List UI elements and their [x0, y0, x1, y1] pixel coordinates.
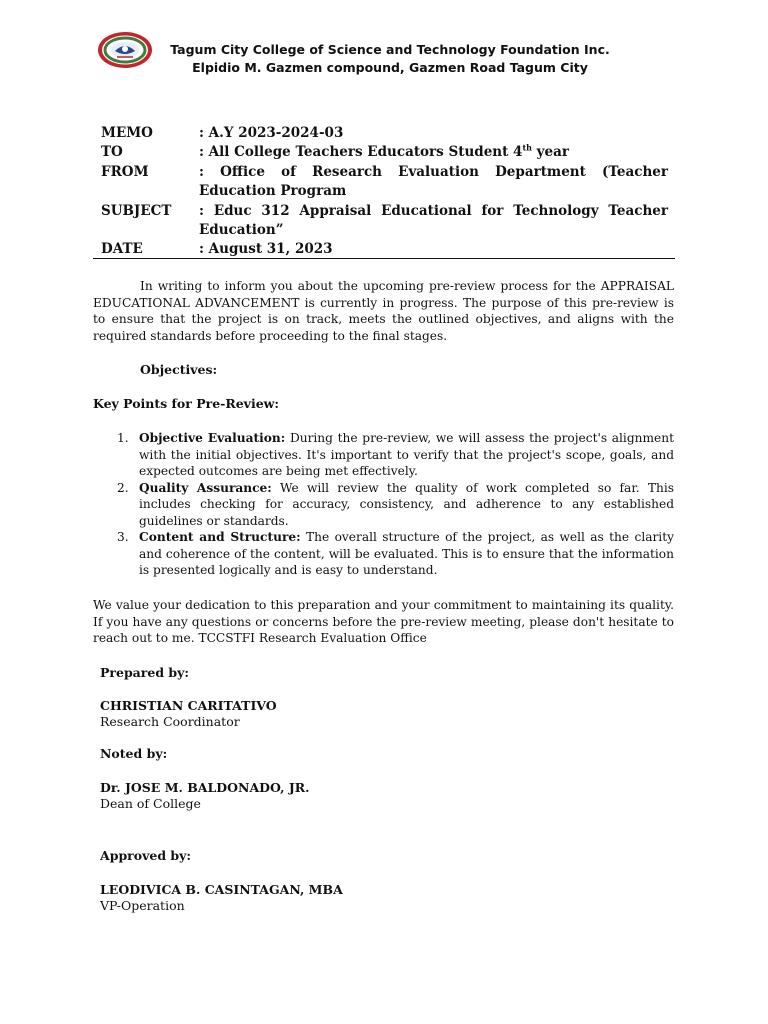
subject-label: SUBJECT — [101, 202, 172, 219]
memo-row-memo — [101, 124, 668, 143]
key-points-heading: Key Points for Pre-Review: — [93, 396, 280, 411]
noted-by-name: Dr. JOSE M. BALDONADO, JR. — [100, 779, 310, 795]
list-item — [93, 430, 674, 480]
approved-by-label: Approved by: — [100, 848, 192, 863]
from-label: FROM — [101, 163, 149, 180]
prepared-by-block — [100, 665, 277, 731]
to-value-text: : All College Teachers Educators Student 4 — [199, 144, 523, 161]
list-item-text: The overall structure of the project, as well as the clarity and coherence of the content, will be evaluated. This is to ensure that the information is presented logically and is easy to understand. — [139, 530, 674, 577]
institution-address: Elpidio M. Gazmen compound, Gazmen Road Tagum City — [192, 60, 588, 75]
to-value-superscript: th — [522, 142, 532, 153]
noted-by-block — [100, 746, 310, 813]
institution-name: Tagum City College of Science and Technology Foundation Inc. — [170, 42, 610, 57]
memo-header — [101, 124, 668, 260]
to-value — [199, 143, 668, 162]
list-item-number: 1. — [117, 431, 129, 445]
approved-by-role: VP-Operation — [100, 898, 185, 913]
to-value-suffix: year — [531, 144, 569, 161]
memo-label: MEMO — [101, 125, 153, 141]
list-item — [93, 480, 674, 530]
memo-row-to — [101, 143, 668, 162]
list-item-title: Content and Structure: — [139, 530, 301, 544]
list-item-title: Quality Assurance: — [139, 480, 272, 495]
date-value: : August 31, 2023 — [199, 241, 333, 258]
memo-row-from — [101, 163, 668, 202]
closing-paragraph: We value your dedication to this preparation and your commitment to maintaining its quality. If you have any questions or concerns before the pre-review meeting, please don't hesitate to reach out to me. TCCSTFI Research Evaluation Office — [93, 598, 674, 645]
prepared-by-name: CHRISTIAN CARITATIVO — [100, 697, 277, 713]
date-label: DATE — [101, 241, 143, 258]
letterhead — [160, 41, 620, 77]
prepared-by-role: Research Coordinator — [100, 714, 240, 729]
college-seal-icon — [97, 31, 153, 69]
header-divider — [93, 258, 675, 259]
noted-by-role: Dean of College — [100, 796, 201, 811]
memo-value: : A.Y 2023-2024-03 — [199, 125, 344, 141]
list-item-title: Objective Evaluation: — [139, 431, 286, 445]
list-item-number: 3. — [117, 530, 129, 544]
memo-row-date — [101, 240, 668, 259]
subject-value: : Educ 312 Appraisal Educational for Technology Teacher Education” — [199, 202, 668, 239]
prepared-by-label: Prepared by: — [100, 665, 190, 680]
list-item — [93, 529, 674, 579]
list-item-number: 2. — [117, 480, 129, 495]
list-item-text: We will review the quality of work completed so far. This includes checking for accuracy, consistency, and adherence to any established guidelines or standards. — [139, 480, 675, 528]
from-value: : Office of Research Evaluation Department (Teacher Education Program — [199, 163, 668, 200]
approved-by-name: LEODIVICA B. CASINTAGAN, MBA — [100, 881, 343, 897]
intro-paragraph: In writing to inform you about the upcoming pre-review process for the APPRAISAL EDUCATIONAL ADVANCEMENT is currently in progress. The purpose of this pre-review is to ensure that the project is on track, meets the outlined objectives, and aligns with the required standards before proceeding to the final stages. — [93, 279, 674, 343]
approved-by-block — [100, 848, 343, 915]
to-label: TO — [101, 144, 123, 161]
objectives-heading: Objectives: — [140, 362, 218, 377]
key-points-list — [93, 430, 674, 579]
memo-row-subject — [101, 202, 668, 241]
list-item-text: During the pre-review, we will assess the project's alignment with the initial objectives. It's important to verify that the project's scope, goals, and expected outcomes are being met effectively. — [139, 431, 674, 478]
noted-by-label: Noted by: — [100, 746, 168, 761]
